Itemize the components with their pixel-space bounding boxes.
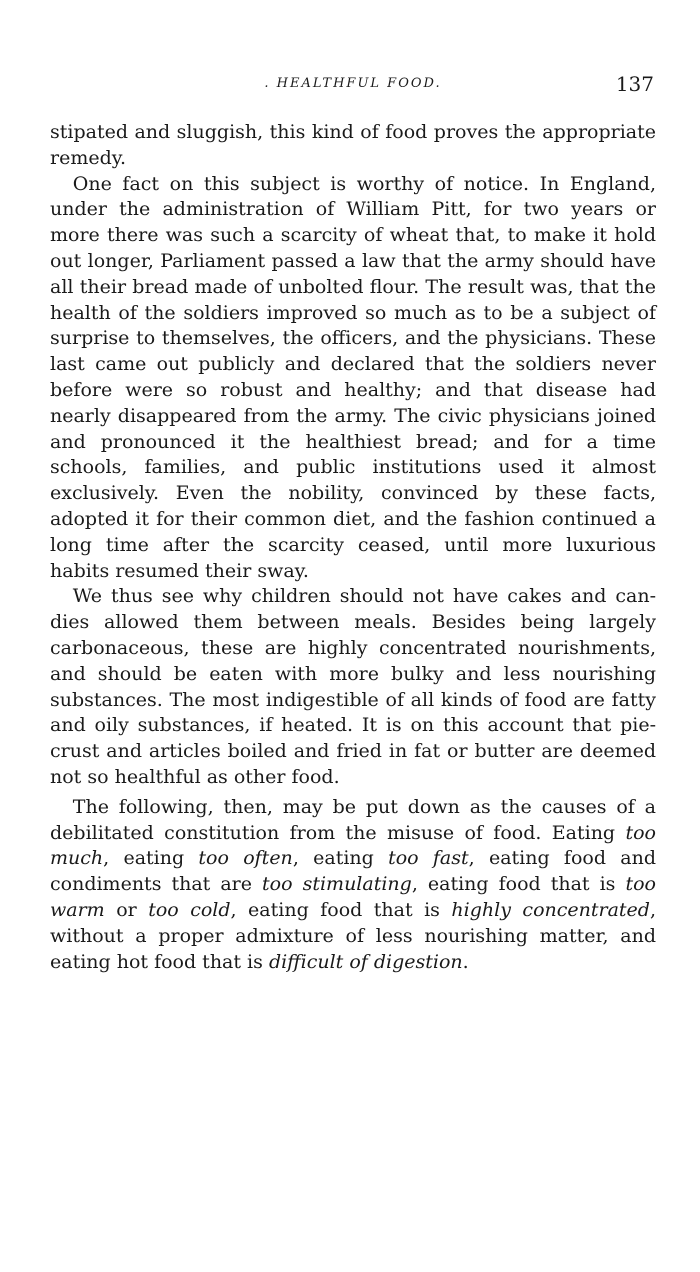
text-segment: , eating food that is (411, 873, 626, 896)
running-head (50, 72, 656, 102)
paragraph-causes-of-debility (50, 795, 656, 976)
emphasis-too-warm: too warm (50, 873, 656, 921)
text-segment: or (104, 898, 149, 921)
paragraph-cakes-and-candies: We thus see why children should not have cakes and candies allowed them between meals. Besides being largely carbonaceous, these are highly concentrated nourishments, and should be eaten with more bulky and less nourishing substances. The most indigestible of all kinds of food are fatty and oily substances, if heated. It is on this account that pie-crust and articles boiled and fried in fat or butter are deemed not so healthful as other food. (50, 585, 656, 788)
paragraph-continued: stipated and sluggish, this kind of food proves the appropriate remedy. (50, 121, 656, 169)
text-segment: , without a proper admixture of less nourishing matter, and eating hot food that is (50, 898, 657, 973)
running-title: . HEALTHFUL FOOD. (264, 76, 442, 91)
text-segment: , eating food that is (230, 898, 452, 921)
book-page (50, 72, 656, 975)
emphasis-highly-concentrated: highly concentrated (451, 898, 650, 921)
page-number: 137 (615, 72, 654, 96)
text-segment: The following, then, may be put down as the causes of a debilitated constitution from the misuse of food. Eating (50, 795, 656, 844)
text-segment: . (462, 950, 469, 973)
emphasis-too-fast: too fast (388, 847, 469, 870)
paragraph-william-pitt: One fact on this subject is worthy of notice. In England, under the administration of William Pitt, for two years or more there was such a scarcity of wheat that, to make it hold out longer, Parliament passed a law that the army should have all their bread made of unbolted flour. The result was, that the health of the soldiers improved so much as to be a subject of surprise to themselves, the officers, and the physicians. These last came out publicly and declared that the soldiers never before were so robust and healthy; and that disease had nearly disappeared from the army. The civic physicians joined and pronounced it the healthiest bread; and for a time schools, families, and public institutions used it almost exclusively. Even the nobility, convinced by these facts, adopted it for their common diet, and the fashion continued a long time after the scarcity ceased, until more luxurious habits resumed their sway. (50, 172, 656, 582)
emphasis-too-stimulating: too stimulating (262, 873, 412, 896)
emphasis-too-much: too much (50, 821, 656, 870)
text-segment: , eating (103, 847, 199, 870)
emphasis-too-often: too often (198, 847, 293, 870)
text-segment: , eating food and condiments that are (50, 847, 656, 896)
emphasis-difficult-of-digestion: difficult of digestion (268, 950, 463, 973)
text-segment: , eating (292, 847, 389, 870)
emphasis-too-cold: too cold (148, 898, 231, 921)
